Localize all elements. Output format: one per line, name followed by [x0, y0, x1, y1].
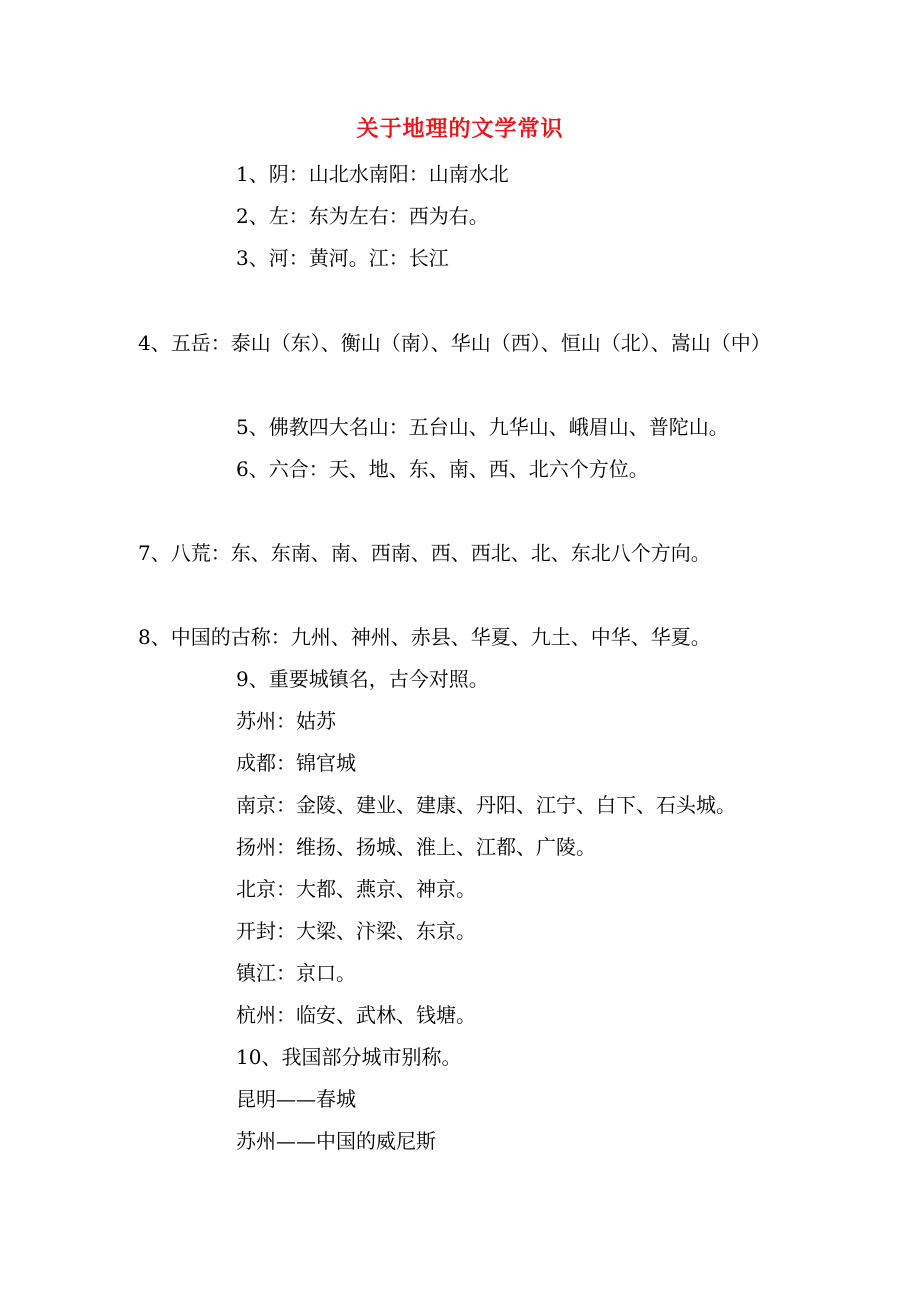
text-line-1: 1、阴：山北水南阳：山南水北	[236, 162, 509, 186]
text-line-2: 2、左：东为左右：西为右。	[236, 204, 489, 228]
text-line-4: 4、五岳：泰山（东）、衡山（南）、华山（西）、恒山（北）、嵩山（中）	[138, 331, 771, 355]
text-line-13: 扬州：维扬、扬城、淮上、江都、广陵。	[236, 835, 596, 859]
text-line-6: 6、六合：天、地、东、南、西、北六个方位。	[236, 457, 649, 481]
text-line-20: 苏州——中国的威尼斯	[236, 1129, 436, 1153]
text-line-5: 5、佛教四大名山：五台山、九华山、峨眉山、普陀山。	[236, 415, 729, 439]
text-line-14: 北京：大都、燕京、神京。	[236, 877, 476, 901]
text-line-15: 开封：大梁、汴梁、东京。	[236, 919, 476, 943]
text-line-7: 7、八荒：东、东南、南、西南、西、西北、北、东北八个方向。	[138, 541, 711, 565]
document-title: 关于地理的文学常识	[356, 116, 564, 142]
text-line-16: 镇江：京口。	[236, 961, 356, 985]
text-line-19: 昆明——春城	[236, 1087, 356, 1111]
text-line-12: 南京：金陵、建业、建康、丹阳、江宁、白下、石头城。	[236, 793, 736, 817]
text-line-10: 苏州：姑苏	[236, 709, 336, 733]
text-line-18: 10、我国部分城市别称。	[236, 1045, 462, 1069]
text-line-17: 杭州：临安、武林、钱塘。	[236, 1003, 476, 1027]
text-line-8: 8、中国的古称：九州、神州、赤县、华夏、九土、中华、华夏。	[138, 625, 711, 649]
text-line-9: 9、重要城镇名，古今对照。	[236, 667, 489, 691]
text-line-3: 3、河：黄河。江：长江	[236, 246, 449, 270]
text-line-11: 成都：锦官城	[236, 751, 356, 775]
